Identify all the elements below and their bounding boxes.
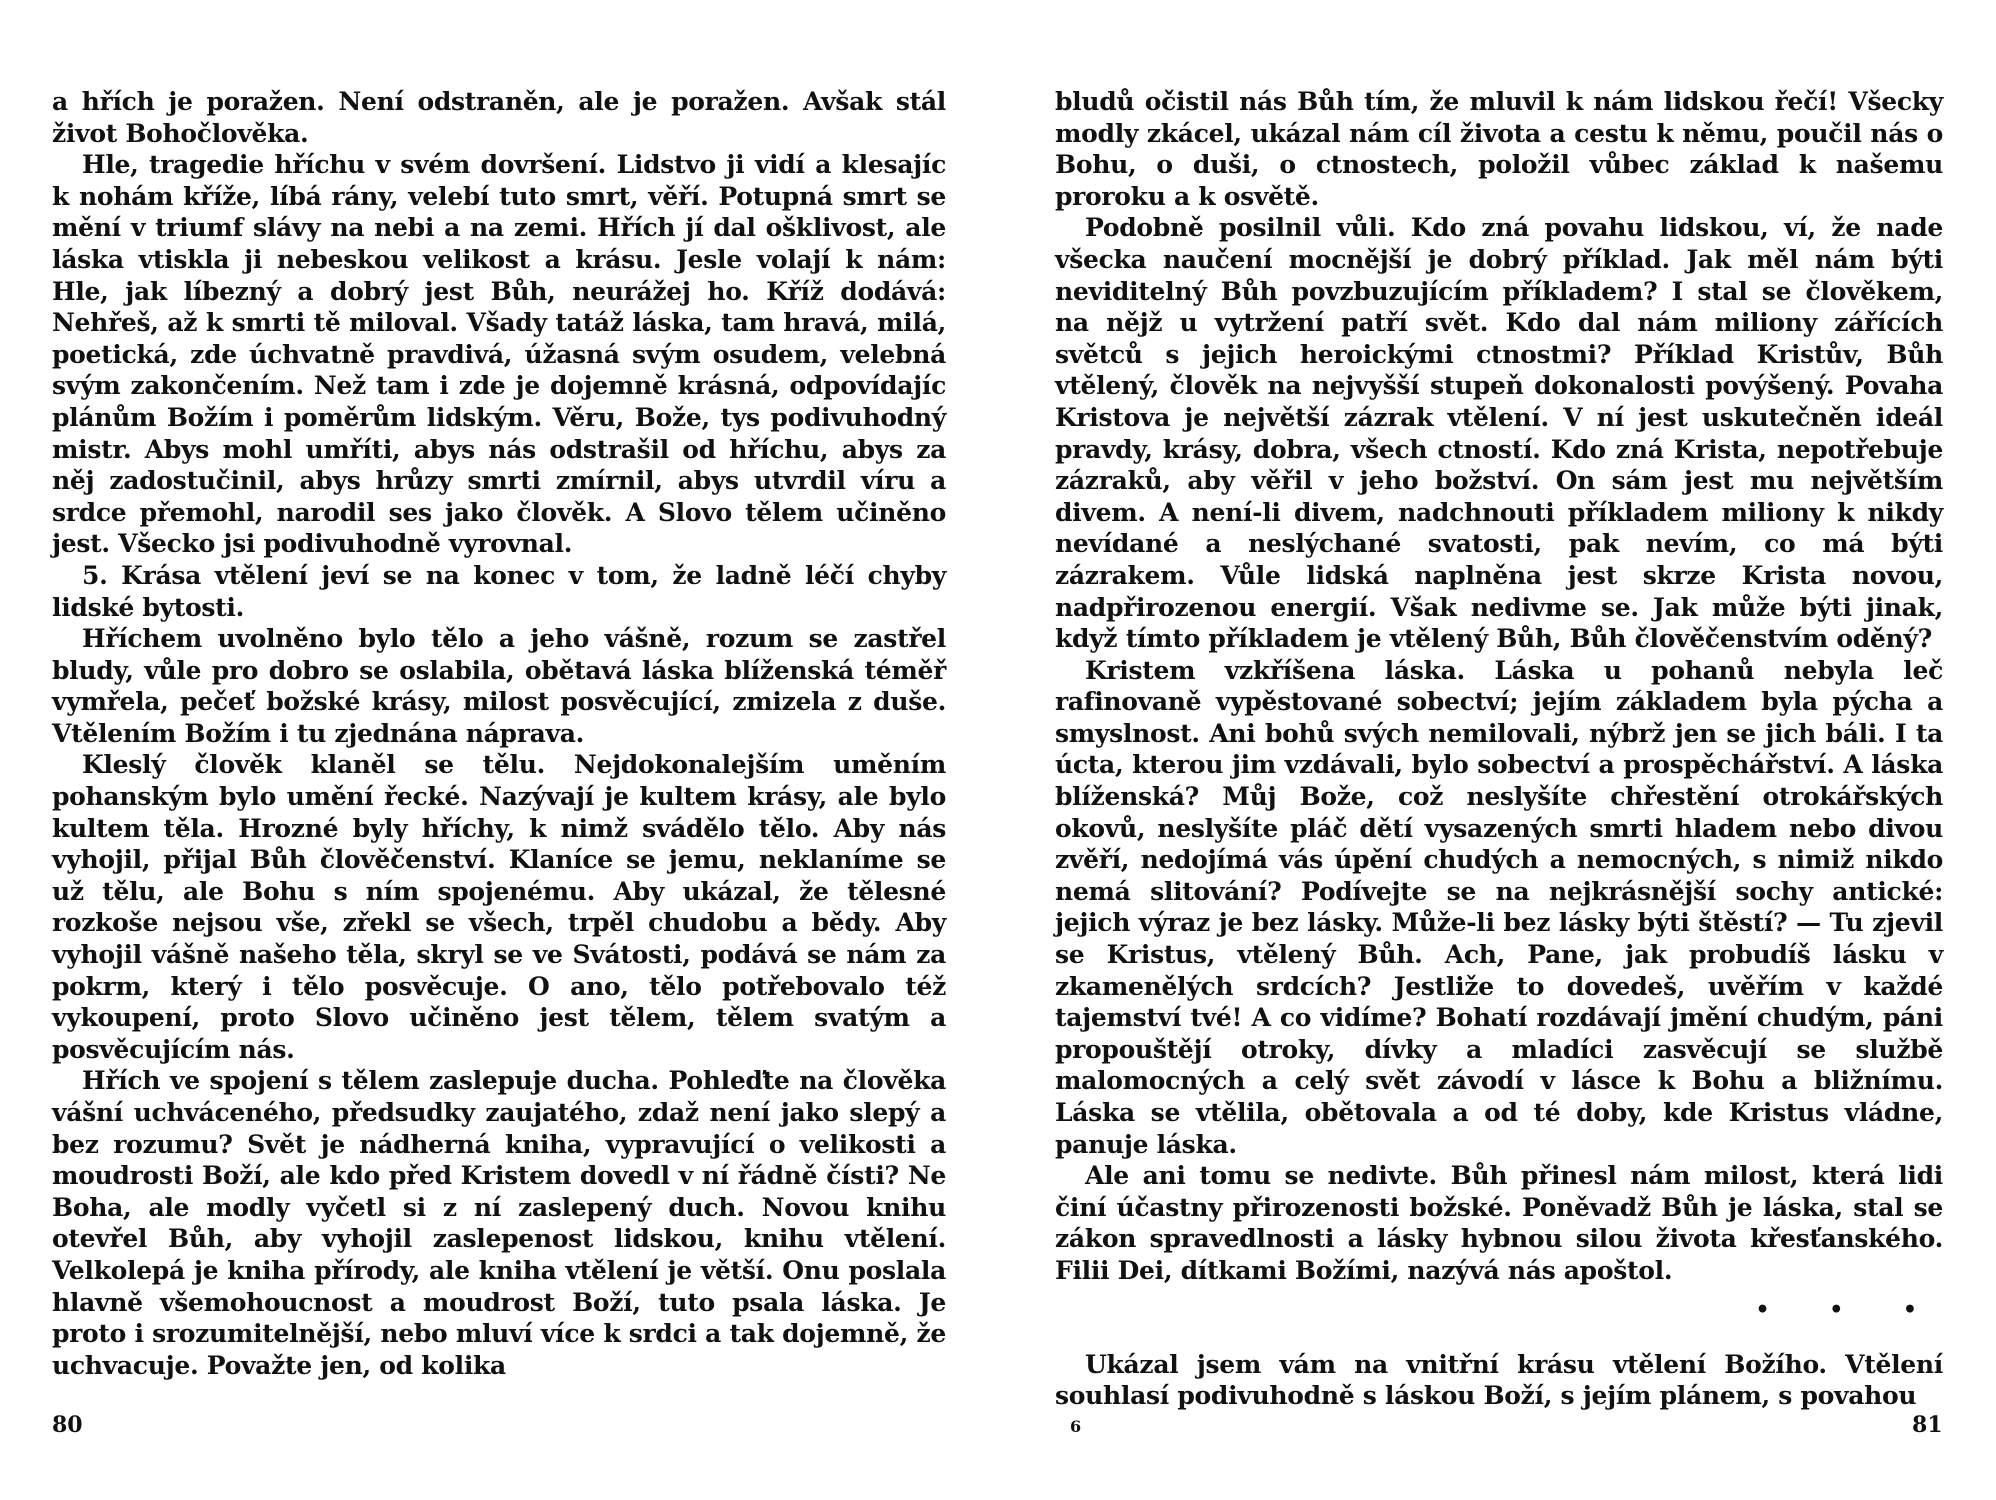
left-paragraph: 5. Krása vtělení jeví se na konec v tom, že ladně léčí chyby lidské bytosti. xyxy=(52,560,946,622)
section-divider: • • • xyxy=(1755,1296,1943,1323)
right-page xyxy=(1055,86,1943,1412)
left-paragraph: Hle, tragedie hříchu v svém dovršení. Lidstvo ji vidí a klesajíc k nohám kříže, líbá rány, velebí tuto smrt, věří. Potupná smrt se mění v triumf slávy na nebi a na zemi. Hřích jí dal ošklivost, ale láska vtiskla ji nebeskou velikost a krásu. Jesle volají k nám: Hle, jak líbezný a dobrý jest Bůh, neurážej ho. Kříž dodává: Nehřeš, až k smrti tě miloval. Všady tatáž láska, tam hravá, milá, poetická, zde úchvatně pravdivá, úžasná svým osudem, velebná svým zakončením. Než tam i zde je dojemně krásná, odpovídajíc plánům Božím i poměrům lidským. Věru, Bože, tys podivuhodný mistr. Abys mohl umříti, abys nás odstrašil od hříchu, abys za něj zadostučinil, abys hrůzy smrti zmírnil, abys utvrdil víru a srdce přemohl, narodil ses jako člověk. A Slovo tělem učiněno jest. Všecko jsi podivuhodně vyrovnal. xyxy=(52,150,946,559)
right-paragraph: Ale ani tomu se nedivte. Bůh přinesl nám milost, která lidi činí účastny přirozenosti božské. Poněvadž Bůh je láska, stal se zákon spravedlnosti a lásky hybnou silou života křesťanského. Filii Dei, dítkami Božími, nazývá nás apoštol. xyxy=(1055,1161,1943,1285)
left-page-number: 80 xyxy=(52,1412,83,1438)
left-paragraph: Hříchem uvolněno bylo tělo a jeho vášně, rozum se zastřel bludy, vůle pro dobro se oslabila, obětavá láska blíženská téměř vymřela, pečeť božské krásy, milost posvěcující, zmizela z duše. Vtělením Božím i tu zjednána náprava. xyxy=(52,624,946,748)
closing-paragraph: Ukázal jsem vám na vnitřní krásu vtělení Božího. Vtělení souhlasí podivuhodně s láskou Boží, s jejím plánem, s povahou xyxy=(1055,1349,1943,1411)
right-page-number: 81 xyxy=(1912,1412,1943,1438)
left-page xyxy=(52,86,946,1381)
right-paragraph: Kristem vzkříšena láska. Láska u pohanů nebyla leč rafinovaně vypěstované sobectví; jejím základem byla pýcha a smyslnost. Ani bohů svých nemilovali, nýbrž jen se jich báli. I ta úcta, kterou jim vzdávali, bylo sobectví a prospěchářství. A láska blíženská? Můj Bože, což neslyšíte chřestění otrokářských okovů, neslyšíte pláč dětí vysazených smrti hladem nebo divou zvěří, nedojímá vás úpění chudých a nemocných, s nimiž nikdo nemá slitování? Podívejte se na nejkrásnější sochy antické: jejich výraz je bez lásky. Může-li bez lásky býti štěstí? — Tu zjevil se Kristus, vtělený Bůh. Ach, Pane, jak probudíš lásku v zkamenělých srdcích? Jestliže to dovedeš, uvěřím v každé tajemství tvé! A co vidíme? Bohatí rozdávají jmění chudým, páni propouštějí otroky, dívky a mladíci zasvěcují se službě malomocných a celý svět závodí v lásce k Bohu a bližnímu. Láska se vtělila, obětovala a od té doby, kde Kristus vládne, panuje láska. xyxy=(1055,655,1943,1159)
left-paragraph: Hřích ve spojení s tělem zaslepuje ducha. Pohleďte na člověka vášní uchváceného, předsudky zaujatého, zdaž není jako slepý a bez rozumu? Svět je nádherná kniha, vypravující o velikosti a moudrosti Boží, ale kdo před Kristem dovedl v ní řádně čísti? Ne Boha, ale modly vyčetl si z ní zaslepený duch. Novou knihu otevřel Bůh, aby vyhojil zaslepenost lidskou, knihu vtělení. Velkolepá je kniha přírody, ale kniha vtělení je větší. Onu poslala hlavně všemohoucnost a moudrost Boží, tuto psala láska. Je proto i srozumitelnější, nebo mluví více k srdci a tak dojemně, že uchvacuje. Považte jen, od kolika xyxy=(52,1066,946,1380)
signature-mark: 6 xyxy=(1070,1417,1082,1436)
left-paragraph: Kleslý člověk klaněl se tělu. Nejdokonalejším uměním pohanským bylo umění řecké. Nazývají je kultem krásy, ale bylo kultem těla. Hrozné byly hříchy, k nimž svádělo tělo. Aby nás vyhojil, přijal Bůh člověčenství. Klaníce se jemu, neklaníme se už tělu, ale Bohu s ním spojenému. Aby ukázal, že tělesné rozkoše nejsou vše, zřekl se všech, trpěl chudobu a bědy. Aby vyhojil vášně našeho těla, skryl se ve Svátosti, podává se nám za pokrm, který i tělo posvěcuje. O ano, tělo potřebovalo též vykoupení, proto Slovo učiněno jest tělem, tělem svatým a posvěcujícím nás. xyxy=(52,750,946,1064)
right-paragraph: Podobně posilnil vůli. Kdo zná povahu lidskou, ví, že nade všecka naučení mocnější je dobrý příklad. Jak měl nám býti neviditelný Bůh povzbuzujícím příkladem? I stal se člověkem, na nějž u vytržení patří svět. Kdo dal nám miliony zářících světců s jejich heroickými ctnostmi? Příklad Kristův, Bůh vtělený, člověk na nejvyšší stupeň dokonalosti povýšený. Povaha Kristova je největší zázrak vtělení. V ní jest uskutečněn ideál pravdy, krásy, dobra, všech ctností. Kdo zná Krista, nepotřebuje zázraků, aby věřil v jeho božství. On sám jest mu největším divem. A není-li divem, nadchnouti příkladem miliony k nikdy nevídané a neslýchané svatosti, pak nevím, co má býti zázrakem. Vůle lidská naplněna jest skrze Krista novou, nadpřirozenou energií. Však nedivme se. Jak může býti jinak, když tímto příkladem je vtělený Bůh, Bůh člověčenstvím oděný? xyxy=(1055,213,1943,654)
right-paragraph: bludů očistil nás Bůh tím, že mluvil k nám lidskou řečí! Všecky modly zkácel, ukázal nám cíl života a cestu k němu, poučil nás o Bohu, o duši, o ctnostech, položil vůbec základ k našemu proroku a k osvětě. xyxy=(1055,87,1943,211)
left-paragraph: a hřích je poražen. Není odstraněn, ale je poražen. Avšak stál život Bohočlověka. xyxy=(52,87,946,148)
